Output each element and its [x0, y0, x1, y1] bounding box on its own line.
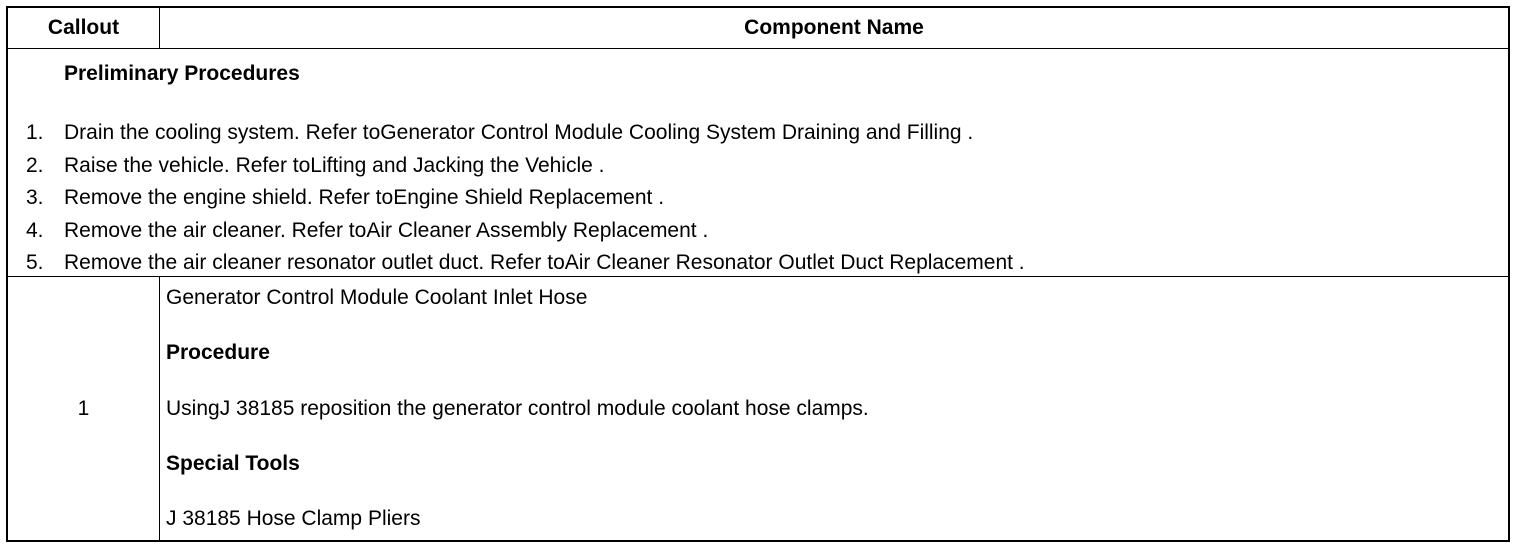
procedure-table: [6, 6, 1510, 542]
header-divider: [159, 8, 160, 48]
procedure-heading: Procedure: [166, 341, 270, 364]
step-text: Remove the engine shield. Refer toEngine Shield Replacement .: [64, 186, 665, 210]
step-number: 4.: [26, 218, 44, 242]
special-tools-heading: Special Tools: [166, 452, 300, 475]
preliminary-title: Preliminary Procedures: [64, 62, 300, 85]
step-text: Remove the air cleaner. Refer toAir Cleaner Assembly Replacement .: [64, 218, 709, 242]
step-text: Raise the vehicle. Refer toLifting and Jacking the Vehicle .: [64, 153, 605, 177]
header-component-name: Component Name: [744, 16, 924, 39]
callout-number: 1: [77, 397, 90, 420]
special-tools-text: J 38185 Hose Clamp Pliers: [166, 507, 421, 530]
step-text: Drain the cooling system. Refer toGenerator Control Module Cooling System Draining and Filling .: [64, 121, 974, 144]
component-name: Generator Control Module Coolant Inlet Hose: [166, 286, 588, 309]
table-row: [8, 277, 1508, 540]
preliminary-procedures-row: [8, 49, 1508, 277]
header-callout: Callout: [47, 16, 120, 39]
step-number: 3.: [26, 186, 44, 210]
step-number: 1.: [26, 121, 44, 144]
row-divider: [159, 277, 160, 540]
step-text: Remove the air cleaner resonator outlet duct. Refer toAir Cleaner Resonator Outlet Duct Replacement .: [64, 251, 1025, 275]
procedure-text: UsingJ 38185 reposition the generator control module coolant hose clamps.: [166, 397, 869, 420]
step-number: 5.: [26, 251, 44, 275]
table-header-row: [8, 8, 1508, 49]
step-number: 2.: [26, 153, 44, 177]
